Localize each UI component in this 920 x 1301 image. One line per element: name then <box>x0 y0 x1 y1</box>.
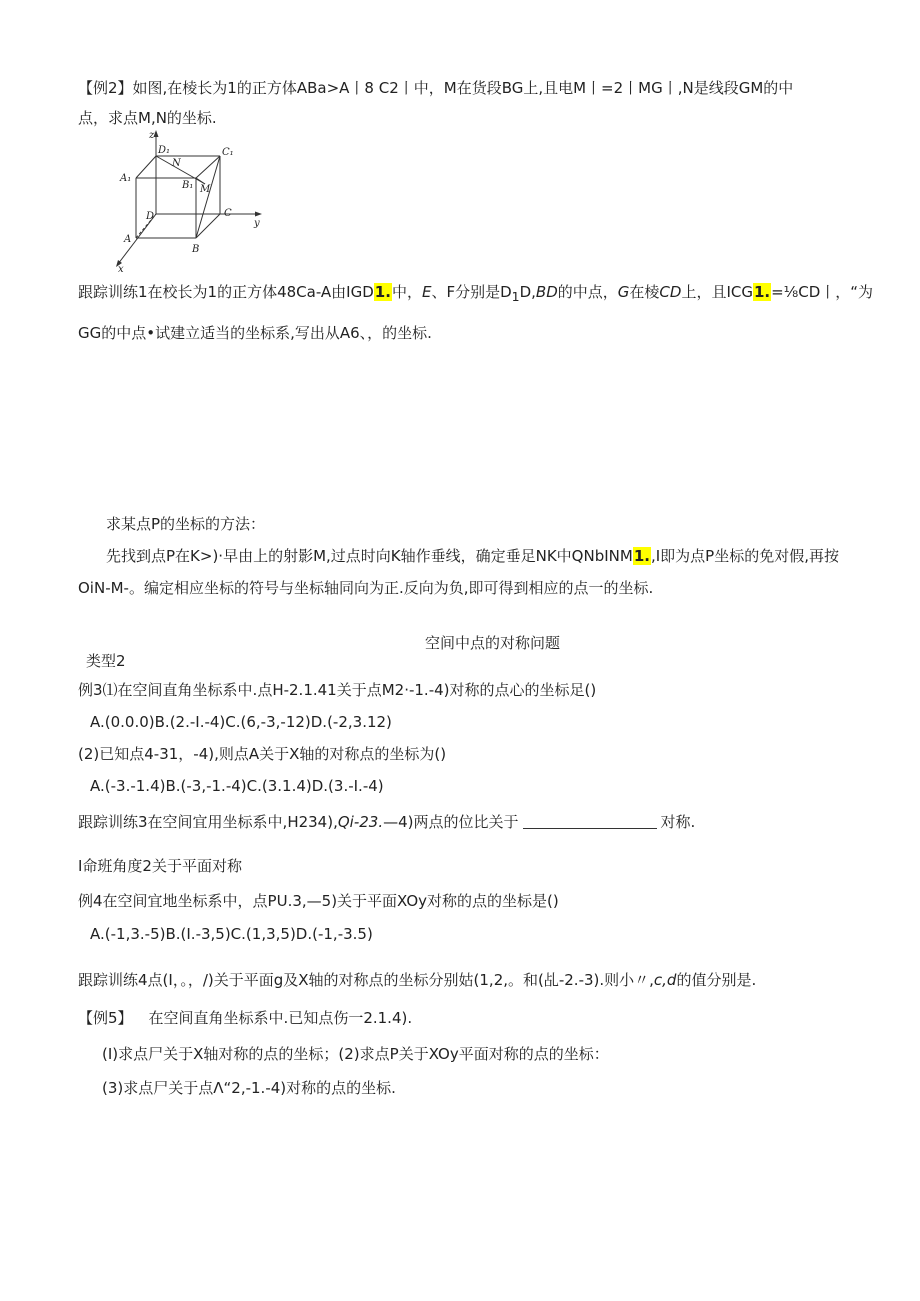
method-title: 求某点P的坐标的方法： <box>106 515 266 533</box>
label-m: M <box>200 184 211 195</box>
label-c: C <box>224 208 232 219</box>
example-3-options-1: A.(0.0.0)B.(2.-I.-4)C.(6,-3,-12)D.(-2,3.12) <box>90 713 392 731</box>
label-a1: A₁ <box>120 173 132 184</box>
example-5-line-1: 【例5】 在空间直角坐标系中.已知点伤一2.1.4). <box>78 1009 413 1027</box>
label-n: N <box>172 158 181 169</box>
type-2-label: 类型2 <box>86 652 126 670</box>
label-y: y <box>254 218 260 229</box>
track-4-line: 跟踪训练4点(I，。，/)关于平面g及X轴的对称点的坐标分别姑(1,2,。和(乩-2.-3).则小〃,c,d的值分别是. <box>78 971 757 989</box>
label-b: B <box>192 244 200 255</box>
label-d: D <box>146 211 155 222</box>
example-4-options: A.(-1,3.-5)B.(I.-3,5)C.(1,3,5)D.(-1,-3.5) <box>90 925 373 943</box>
label-z: z <box>149 130 155 141</box>
example-5-line-3: (3)求点尸关于点Λ“2,-1.-4)对称的点的坐标. <box>102 1079 396 1097</box>
label-d1: D₁ <box>158 145 171 156</box>
method-line-2: OiN-M-。编定相应坐标的符号与坐标轴同向为正.反向为负,即可得到相应的点一的坐标. <box>78 579 654 597</box>
example-2-line-1: 【例2】如图,在棱长为1的正方体ABa>A丨8 C2丨中，M在货段BG上,且电M丨=2丨MG丨,N是线段GM的中 <box>78 79 794 97</box>
label-a: A <box>124 234 132 245</box>
cube-coordinate-figure <box>112 126 268 272</box>
label-b1: B₁ <box>182 180 194 191</box>
angle-2-heading: I命班角度2关于平面对称 <box>78 857 242 875</box>
track-3-line: 跟踪训练3在空间宜用坐标系中,H234),Qi-23.—4)两点的位比关于 对称. <box>78 813 696 831</box>
label-c1: C₁ <box>222 147 234 158</box>
example-3-line-2: (2)已知点4-31，-4),则点A关于X轴的对称点的坐标为() <box>78 745 447 763</box>
track-1-line-1: 跟踪训练1在校长为1的正方体48Ca-A由IGD1.中，E、F分别是$D_1D,BD$的中点，G在棱CD上，且ICG1.=⅛CD丨，“为 <box>78 283 874 304</box>
example-3-options-2: A.(-3.-1.4)B.(-3,-1.-4)C.(3.1.4)D.(3.-I.-4) <box>90 777 384 795</box>
label-x: x <box>118 264 124 272</box>
track-1-line-2: GG的中点•试建立适当的坐标系,写出从A6、，的坐标. <box>78 324 432 342</box>
example-3-line-1: 例3⑴在空间直角坐标系中.点H-2.1.41关于点M2·-1.-4)对称的点心的坐标足() <box>78 681 597 699</box>
example-2-line-2: 点，求点M,N的坐标. <box>78 109 217 127</box>
example-5-line-2: (I)求点尸关于X轴对称的点的坐标；(2)求点P关于XOy平面对称的点的坐标： <box>102 1045 609 1063</box>
method-line-1: 先找到点P在K>)·早由上的射影M,过点时向K轴作垂线，确定垂足NK中QNbINM1.,I即为点P坐标的免对假,再按 <box>106 547 839 565</box>
answer-blank[interactable] <box>523 814 657 829</box>
section-title-symmetry: 空间中点的对称问题 <box>425 634 561 652</box>
example-4-line-1: 例4在空间宜地坐标系中，点PU.3,—5)关于平面XOy对称的点的坐标是() <box>78 892 559 910</box>
